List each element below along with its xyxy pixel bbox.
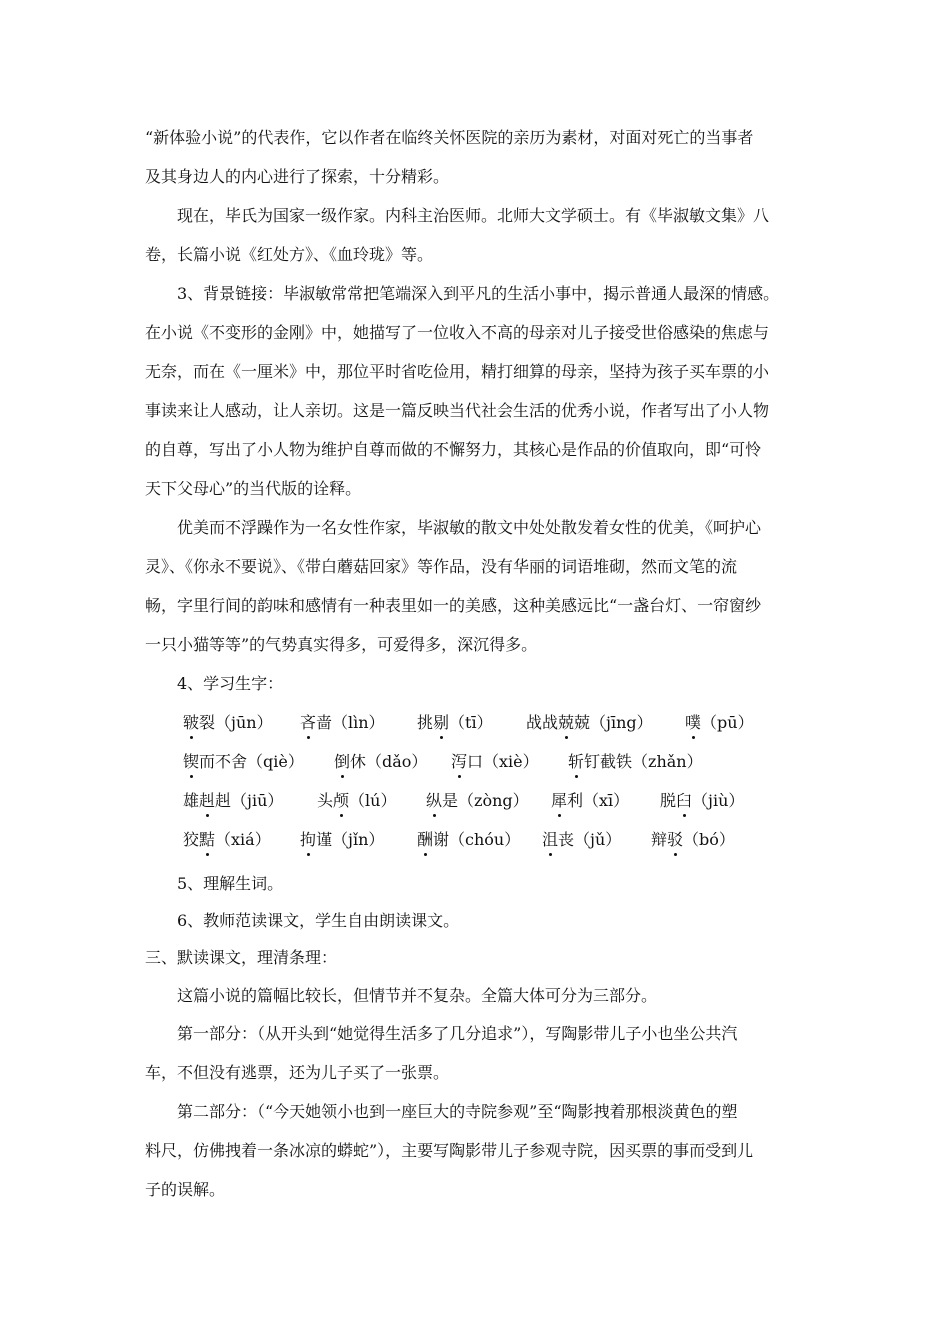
paragraph-line: 灵》、《你永不要说》、《带白蘑菇回家》等作品，没有华丽的词语堆砌，然而文笔的流 [145,557,738,576]
vocab-word: 倒休（dǎo） [334,752,428,771]
vocab-word: 拘谨（jǐn） [300,830,385,849]
part-line: 车，不但没有逃票，还为儿子买了一张票。 [145,1063,450,1082]
paragraph-line: 在小说《不变形的金刚》中，她描写了一位收入不高的母亲对儿子接受世俗感染的焦虑与 [145,323,770,342]
vocab-word: 战战兢兢（jīng） [526,713,653,732]
paragraph-line: 天下父母心”的当代版的诠释。 [145,479,362,498]
paragraph-line: 卷，长篇小说《红处方》、《血玲珑》等。 [145,245,434,264]
vocab-heading: 4、学习生字： [177,674,284,693]
vocab-word: 泻口（xiè） [451,752,539,771]
vocab-word: 皲裂（jūn） [183,713,273,732]
section-intro: 这篇小说的篇幅比较长，但情节并不复杂。全篇大体可分为三部分。 [177,986,658,1005]
section-heading: 三、默读课文，理清条理： [145,948,338,967]
paragraph-line: 无奈，而在《一厘米》中，那位平时省吃俭用，精打细算的母亲，坚持为孩子买车票的小 [145,362,770,381]
paragraph-line: 的自尊，写出了小人物为维护自尊而做的不懈努力，其核心是作品的价值取向，即“可怜 [145,440,762,459]
paragraph-line: 现在，毕氏为国家一级作家。内科主治医师。北师大文学硕士。有《毕淑敏文集》八 [177,206,770,225]
paragraph-line: “新体验小说”的代表作，它以作者在临终关怀医院的亲历为素材，对面对死亡的当事者 [145,128,754,147]
vocab-word: 犀利（xī） [551,791,630,810]
vocab-word: 沮丧（jǔ） [542,830,622,849]
vocab-word: 斩钉截铁（zhǎn） [568,752,703,771]
part-line: 料尺，仿佛拽着一条冰凉的蟒蛇”），主要写陶影带儿子参观寺院，因买票的事而受到儿 [145,1141,754,1160]
vocab-word: 噗（pū） [685,713,754,732]
vocab-word: 锲而不舍（qiè） [183,752,304,771]
vocab-word: 挑剔（tī） [417,713,493,732]
vocab-word: 脱臼（jiù） [660,791,745,810]
paragraph-line: 3、背景链接：毕淑敏常常把笔端深入到平凡的生活小事中，揭示普通人最深的情感。 [177,284,780,303]
vocab-word: 狡黠（xiá） [183,830,271,849]
paragraph-line: 畅，字里行间的韵味和感情有一种表里如一的美感，这种美感远比“一盏台灯、一帘窗纱 [145,596,762,615]
part-line: 第一部分：（从开头到“她觉得生活多了几分追求”），写陶影带儿子小也坐公共汽 [177,1024,738,1043]
paragraph-line: 一只小猫等等”的气势真实得多，可爱得多，深沉得多。 [145,635,538,654]
vocab-word: 酬谢（chóu） [417,830,521,849]
paragraph-line: 优美而不浮躁作为一名女性作家，毕淑敏的散文中处处散发着女性的优美，《呵护心 [177,518,762,537]
vocab-word: 纵是（zòng） [426,791,529,810]
part-line: 子的误解。 [145,1180,226,1199]
paragraph-line: 及其身边人的内心进行了探索，十分精彩。 [145,167,450,186]
item-5: 5、理解生词。 [177,874,284,893]
vocab-word: 吝啬（lìn） [300,713,385,732]
paragraph-line: 事读来让人感动，让人亲切。这是一篇反映当代社会生活的优秀小说，作者写出了小人物 [145,401,770,420]
part-line: 第二部分：（“今天她领小也到一座巨大的寺院参观”至“陶影拽着那根淡黄色的塑 [177,1102,738,1121]
vocab-word: 辩驳（bó） [651,830,735,849]
item-6: 6、教师范读课文，学生自由朗读课文。 [177,911,460,930]
vocab-word: 雄赳赳（jiū） [183,791,284,810]
vocab-word: 头颅（lú） [317,791,397,810]
